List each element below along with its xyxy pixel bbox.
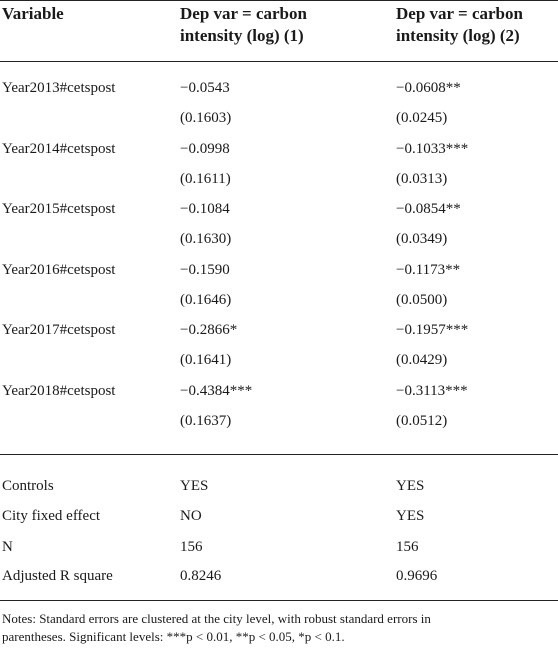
- header-col1-line1: Dep var = carbon: [180, 4, 307, 23]
- se-col1: (0.1630): [180, 231, 232, 247]
- header-col2-line1: Dep var = carbon: [396, 4, 523, 23]
- se-col2: (0.0313): [396, 171, 448, 187]
- coef-col1: −0.2866*: [180, 322, 238, 338]
- row-label: Year2015#cetspost: [2, 201, 116, 217]
- table-notes: [2, 610, 552, 646]
- coef-col1: −0.1084: [180, 201, 230, 217]
- header-col1-line2: intensity (log) (1): [180, 26, 304, 45]
- stats-rule: [0, 454, 558, 455]
- se-col1: (0.1611): [180, 171, 231, 187]
- se-col1: (0.1603): [180, 110, 232, 126]
- coef-col2: −0.0854**: [396, 201, 461, 217]
- row-label: Year2018#cetspost: [2, 383, 116, 399]
- stat-col1: NO: [180, 508, 202, 524]
- coef-col2: −0.3113***: [396, 383, 468, 399]
- coef-col1: −0.1590: [180, 262, 230, 278]
- coef-col1: −0.0543: [180, 80, 230, 96]
- se-col2: (0.0349): [396, 231, 448, 247]
- stat-label: Controls: [2, 478, 54, 494]
- notes-rule: [0, 600, 558, 601]
- row-label: Year2017#cetspost: [2, 322, 116, 338]
- stat-col2: 156: [396, 539, 419, 555]
- stat-col1: 156: [180, 539, 203, 555]
- row-label: Year2016#cetspost: [2, 262, 116, 278]
- header-rule: [0, 61, 558, 62]
- row-label: Year2013#cetspost: [2, 80, 116, 96]
- stat-col2: YES: [396, 508, 425, 524]
- header-col2-line2: intensity (log) (2): [396, 26, 520, 45]
- stat-col2: YES: [396, 478, 425, 494]
- coef-col2: −0.0608**: [396, 80, 461, 96]
- coef-col2: −0.1173**: [396, 262, 461, 278]
- se-col2: (0.0512): [396, 413, 448, 429]
- notes-line-2: parentheses. Significant levels: ***p < 0.01, **p < 0.05, *p < 0.1.: [2, 629, 345, 644]
- row-label: Year2014#cetspost: [2, 141, 116, 157]
- coef-col1: −0.4384***: [180, 383, 253, 399]
- se-col2: (0.0429): [396, 352, 448, 368]
- se-col1: (0.1646): [180, 292, 232, 308]
- coef-col2: −0.1957***: [396, 322, 469, 338]
- notes-line-1: Notes: Standard errors are clustered at the city level, with robust standard errors in: [2, 611, 431, 626]
- se-col2: (0.0500): [396, 292, 448, 308]
- stat-label: City fixed effect: [2, 508, 101, 524]
- header-variable: Variable: [2, 4, 64, 23]
- stat-col1: 0.8246: [180, 568, 222, 584]
- se-col1: (0.1641): [180, 352, 232, 368]
- coef-col2: −0.1033***: [396, 141, 469, 157]
- top-rule: [0, 0, 558, 1]
- se-col1: (0.1637): [180, 413, 232, 429]
- stat-label: Adjusted R square: [2, 568, 113, 584]
- stat-col2: 0.9696: [396, 568, 438, 584]
- se-col2: (0.0245): [396, 110, 448, 126]
- stat-col1: YES: [180, 478, 209, 494]
- coef-col1: −0.0998: [180, 141, 230, 157]
- stat-label: N: [2, 539, 13, 555]
